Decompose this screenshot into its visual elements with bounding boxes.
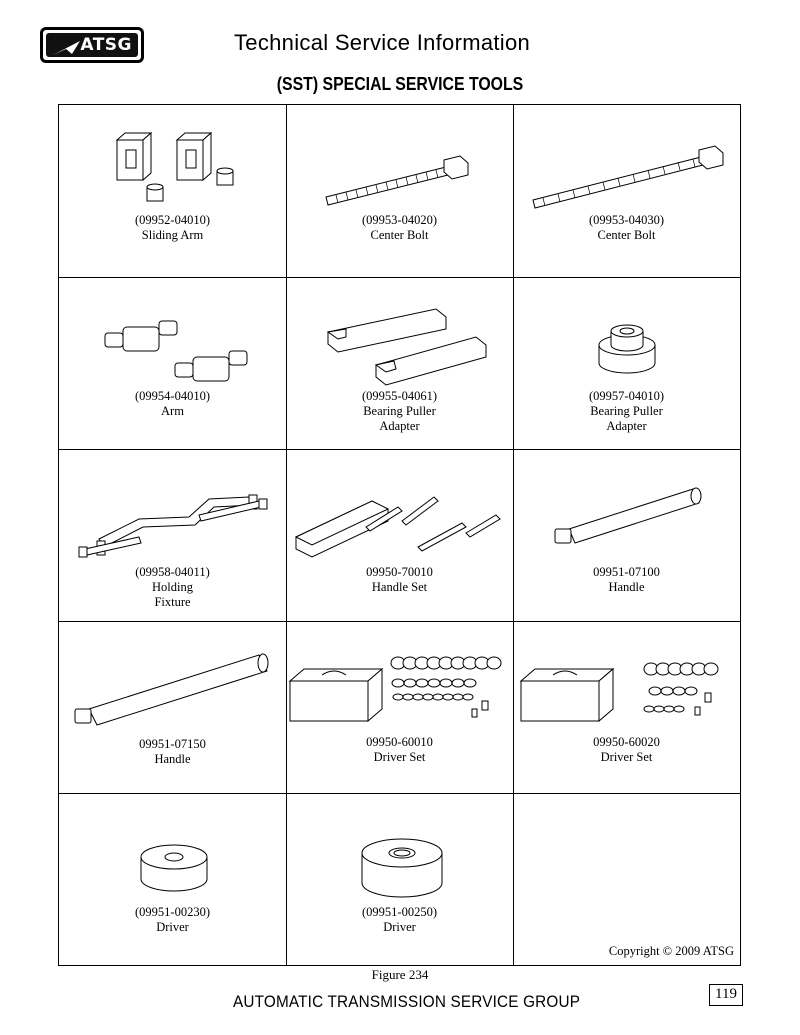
tool-caption (513, 213, 740, 243)
empty-cell (513, 793, 740, 965)
tool-caption (59, 565, 286, 610)
tool-part-number: 09950-60020 (593, 735, 660, 749)
tool-cell (59, 449, 286, 621)
tool-caption (286, 565, 513, 595)
handle-long-icon (59, 621, 286, 793)
tool-part-number: (09953-04030) (589, 213, 664, 227)
tool-caption (286, 735, 513, 765)
tool-caption (286, 213, 513, 243)
section-title: (SST) SPECIAL SERVICE TOOLS (276, 74, 524, 94)
copyright-notice: Copyright © 2009 ATSG (608, 944, 734, 958)
tool-part-number: (09955-04061) (362, 389, 437, 403)
tool-name: Driver Set (600, 750, 653, 764)
tool-cell (59, 277, 286, 449)
center-bolt-short-icon (286, 105, 513, 277)
tool-part-number: (09958-04011) (135, 565, 210, 579)
tool-name-line2: Fixture (154, 595, 191, 609)
sliding-arm-icon (59, 105, 286, 277)
tool-caption (286, 905, 513, 935)
tool-cell (513, 277, 740, 449)
tool-part-number: 09950-60010 (366, 735, 433, 749)
handle-set-icon (286, 449, 513, 621)
tool-part-number: 09951-07100 (593, 565, 660, 579)
tool-part-number: 09950-70010 (366, 565, 433, 579)
tool-name: Center Bolt (597, 228, 656, 242)
tool-name: Driver (383, 920, 416, 934)
center-bolt-long-icon (513, 105, 740, 277)
tool-name-line2: Adapter (379, 419, 420, 433)
tool-name: Handle (154, 752, 191, 766)
logo-text: ATSG (80, 35, 132, 55)
tool-caption (513, 565, 740, 595)
tool-name: Handle Set (371, 580, 428, 594)
tool-caption (59, 389, 286, 419)
tool-grid (58, 104, 741, 966)
tool-name-line2: Adapter (606, 419, 647, 433)
tool-part-number: (09954-04010) (135, 389, 210, 403)
tool-name: Center Bolt (370, 228, 429, 242)
tool-caption (59, 737, 286, 767)
tool-part-number: 09951-07150 (139, 737, 206, 751)
handle-short-icon (513, 449, 740, 621)
tool-caption (513, 735, 740, 765)
tool-name: Sliding Arm (141, 228, 204, 242)
atsg-logo (40, 27, 144, 63)
driver-small-icon (59, 793, 286, 965)
tool-cell (59, 793, 286, 965)
tool-cell (513, 105, 740, 277)
page-number: 119 (709, 984, 743, 1006)
tool-part-number: (09951-00230) (135, 905, 210, 919)
tool-caption (59, 213, 286, 243)
tool-name: Bearing Puller (590, 404, 663, 418)
figure-label: Figure 234 (371, 967, 429, 982)
page-header-title: Technical Service Information (234, 30, 531, 55)
tool-cell (513, 449, 740, 621)
tool-part-number: (09952-04010) (135, 213, 210, 227)
tool-name: Arm (161, 404, 184, 418)
tool-part-number: (09957-04010) (589, 389, 664, 403)
driver-set-large-icon (286, 621, 513, 793)
driver-large-icon (286, 793, 513, 965)
footer-org: AUTOMATIC TRANSMISSION SERVICE GROUP (233, 992, 581, 1011)
tool-name: Handle (608, 580, 645, 594)
tool-caption (286, 389, 513, 434)
driver-set-small-icon (513, 621, 740, 793)
tool-cell (286, 621, 513, 793)
tool-cell (513, 621, 740, 793)
arm-icon (59, 277, 286, 449)
tool-name: Driver Set (373, 750, 426, 764)
tool-cell (59, 621, 286, 793)
tool-name: Driver (156, 920, 189, 934)
tool-cell (286, 449, 513, 621)
tool-cell (286, 277, 513, 449)
tool-name: Bearing Puller (363, 404, 436, 418)
tool-name: Holding (152, 580, 193, 594)
tool-caption (59, 905, 286, 935)
logo-badge (46, 33, 138, 57)
tool-cell (59, 105, 286, 277)
tool-caption (513, 389, 740, 434)
tool-cell (286, 105, 513, 277)
tool-part-number: (09953-04020) (362, 213, 437, 227)
tool-part-number: (09951-00250) (362, 905, 437, 919)
wing-icon (52, 38, 82, 58)
tool-cell (286, 793, 513, 965)
